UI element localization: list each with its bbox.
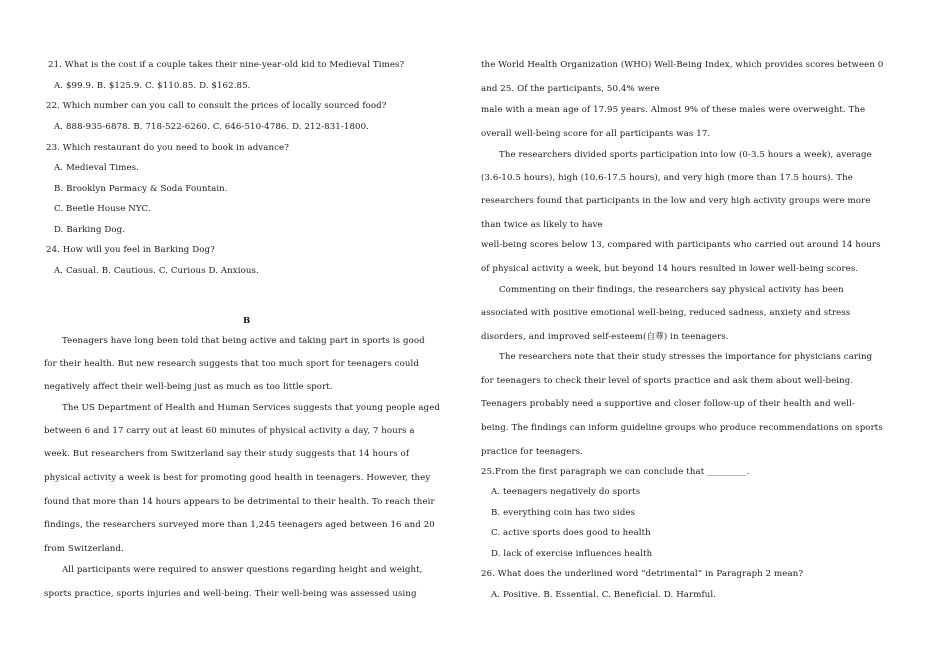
- passage-line: practice for teenagers.: [481, 447, 583, 457]
- question-21: 21. What is the cost if a couple takes their nine-year-old kid to Medieval Times?: [48, 60, 405, 70]
- paragraph-2-line: found that more than 14 hours appears to be detrimental to their health. To reach their: [44, 497, 435, 507]
- question-22: 22. Which number can you call to consult the prices of locally sourced food?: [46, 101, 387, 111]
- paragraph-2-line: from Switzerland.: [44, 544, 124, 554]
- question-23-option-b: B. Brooklyn Parmacy & Soda Fountain.: [54, 184, 228, 194]
- question-24-options: A. Casual. B. Cautious. C. Curious D. Anxious.: [54, 266, 259, 276]
- passage-line: (3.6-10.5 hours), high (10.6-17.5 hours), and very high (more than 17.5 hours). The: [481, 173, 853, 183]
- passage-line: male with a mean age of 17.95 years. Almost 9% of these males were overweight. The: [481, 105, 866, 115]
- passage-line: Commenting on their findings, the researchers say physical activity has been: [499, 285, 844, 295]
- question-23-option-c: C. Beetle House NYC.: [54, 204, 151, 214]
- question-25-option-a: A. teenagers negatively do sports: [491, 487, 641, 497]
- section-heading: B: [243, 316, 251, 326]
- question-22-options: A. 888-935-6878. B. 718-522-6260. C. 646-510-4786. D. 212-831-1800.: [54, 122, 369, 132]
- paragraph-2-line: The US Department of Health and Human Services suggests that young people aged: [62, 403, 441, 413]
- question-25-option-c: C. active sports does good to health: [491, 528, 651, 538]
- paragraph-2-line: physical activity a week is best for promoting good health in teenagers. However, they: [44, 473, 431, 483]
- question-25: 25.From the first paragraph we can conclude that _________.: [481, 467, 750, 477]
- passage-line: Teenagers probably need a supportive and closer follow-up of their health and well-: [481, 399, 855, 409]
- question-25-option-d: D. lack of exercise influences health: [491, 549, 653, 559]
- question-26: 26. What does the underlined word “detrimental” in Paragraph 2 mean?: [481, 569, 804, 579]
- question-23: 23. Which restaurant do you need to book in advance?: [46, 143, 289, 153]
- question-23-option-d: D. Barking Dog.: [54, 225, 126, 235]
- question-24: 24. How will you feel in Barking Dog?: [46, 245, 215, 255]
- passage-line: being. The findings can inform guideline groups who produce recommendations on sports: [481, 423, 883, 433]
- passage-line: researchers found that participants in the low and very high activity groups were more: [481, 196, 871, 206]
- paragraph-3-line: All participants were required to answer questions regarding height and weight,: [62, 565, 423, 575]
- question-21-options: A. $99.9. B. $125.9. C. $110.85. D. $162.85.: [54, 81, 251, 91]
- question-26-options: A. Positive. B. Essential. C. Beneficial. D. Harmful.: [491, 590, 717, 600]
- passage-line: The researchers note that their study stresses the importance for physicians caring: [499, 352, 873, 362]
- passage-line: well-being scores below 13, compared with participants who carried out around 14 hours: [481, 240, 881, 250]
- paragraph-1-line: Teenagers have long been told that being active and taking part in sports is good: [62, 336, 425, 346]
- paragraph-3-line: sports practice, sports injuries and well-being. Their well-being was assessed using: [44, 589, 417, 599]
- passage-line: than twice as likely to have: [481, 220, 603, 230]
- passage-line: the World Health Organization (WHO) Well-Being Index, which provides scores between 0: [481, 60, 884, 70]
- paragraph-2-line: findings, the researchers surveyed more than 1,245 teenagers aged between 16 and 20: [44, 520, 435, 530]
- question-25-option-b: B. everything coin has two sides: [491, 508, 636, 518]
- paragraph-2-line: between 6 and 17 carry out at least 60 minutes of physical activity a day, 7 hours a: [44, 426, 415, 436]
- passage-line: overall well-being score for all participants was 17.: [481, 129, 711, 139]
- passage-line: disorders, and improved self-esteem(自尊) in teenagers.: [481, 332, 729, 342]
- passage-line: for teenagers to check their level of sports practice and ask them about well-being.: [481, 376, 854, 386]
- paragraph-1-line: for their health. But new research suggests that too much sport for teenagers could: [44, 359, 419, 369]
- passage-line: The researchers divided sports participation into low (0-3.5 hours a week), average: [499, 150, 872, 160]
- passage-line: of physical activity a week, but beyond 14 hours resulted in lower well-being scores.: [481, 264, 859, 274]
- passage-line: and 25. Of the participants, 50.4% were: [481, 84, 660, 94]
- paragraph-2-line: week. But researchers from Switzerland say their study suggests that 14 hours of: [44, 449, 410, 459]
- passage-line: associated with positive emotional well-being, reduced sadness, anxiety and stress: [481, 308, 851, 318]
- question-23-option-a: A. Medieval Times.: [54, 163, 140, 173]
- paragraph-1-line: negatively affect their well-being just as much as too little sport.: [44, 382, 333, 392]
